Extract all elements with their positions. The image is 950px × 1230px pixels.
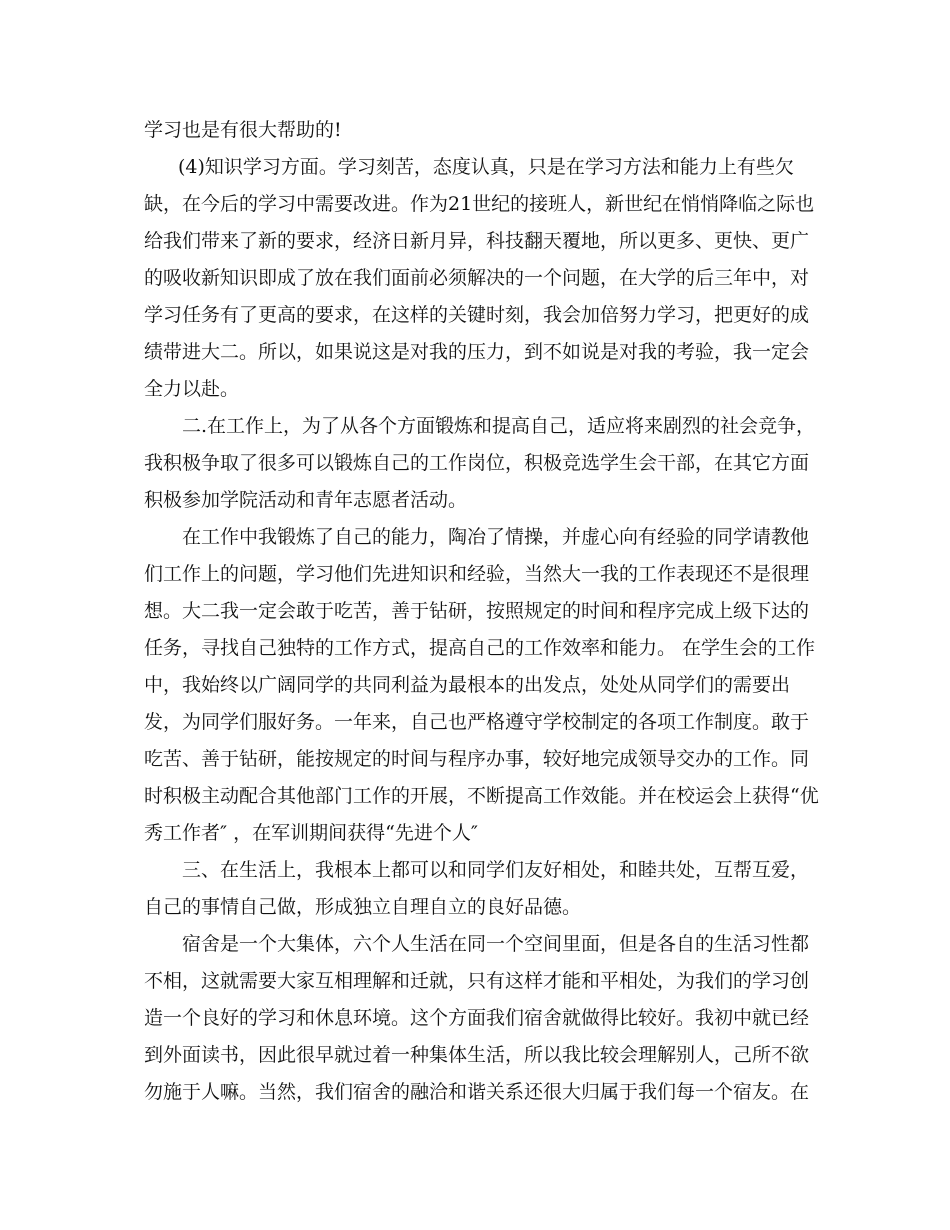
text-line: 吃苦、善于钻研，能按规定的时间与程序办事，较好地完成领导交办的工作。同 (144, 748, 810, 770)
text-line: 的吸收新知识即成了放在我们面前必须解决的一个问题，在大学的后三年中，对 (144, 267, 810, 289)
text-line: 在工作中我锻炼了自己的能力，陶冶了情操，并虚心向有经验的同学请教他 (182, 526, 810, 548)
text-line: 学习也是有很大帮助的! (144, 119, 342, 141)
text-line: 秀工作者″ ，在军训期间获得“先进个人″ (144, 822, 478, 844)
text-line: 绩带进大二。所以，如果说这是对我的压力，到不如说是对我的考验，我一定会 (144, 341, 810, 363)
text-line: 中，我始终以广阔同学的共同利益为最根本的出发点，处处从同学们的需要出 (144, 674, 791, 696)
text-line: 我积极争取了很多可以锻炼自己的工作岗位，积极竞选学生会干部，在其它方面 (144, 452, 810, 474)
text-line: 三、在生活上，我根本上都可以和同学们友好相处，和睦共处，互帮互爱， (182, 859, 810, 881)
text-line: 发，为同学们服好务。一年来，自己也严格遵守学校制定的各项工作制度。敢于 (144, 711, 810, 733)
text-line: 给我们带来了新的要求，经济日新月异，科技翻天覆地，所以更多、更快、更广 (144, 230, 810, 252)
text-line: 勿施于人嘛。当然，我们宿舍的融洽和谐关系还很大归属于我们每一个宿友。在 (144, 1081, 810, 1103)
text-line: 积极参加学院活动和青年志愿者活动。 (144, 489, 468, 511)
text-line: 们工作上的问题，学习他们先进知识和经验，当然大一我的工作表现还不是很理 (144, 563, 810, 585)
text-line: (4)知识学习方面。学习刻苦，态度认真，只是在学习方法和能力上有些欠 (178, 156, 794, 178)
text-line: 二.在工作上，为了从各个方面锻炼和提高自己，适应将来剧烈的社会竞争， (182, 415, 816, 437)
text-line: 全力以赴。 (144, 378, 240, 400)
text-line: 时积极主动配合其他部门工作的开展，不断提高工作效能。并在校运会上获得“优 (144, 785, 819, 807)
text-line: 宿舍是一个大集体，六个人生活在同一个空间里面，但是各自的生活习性都 (182, 933, 810, 955)
text-line: 造一个良好的学习和休息环境。这个方面我们宿舍就做得比较好。我初中就已经 (144, 1007, 810, 1029)
text-line: 不相，这就需要大家互相理解和迁就，只有这样才能和平相处，为我们的学习创 (144, 970, 810, 992)
text-line: 想。大二我一定会敢于吃苦，善于钻研，按照规定的时间和程序完成上级下达的 (144, 600, 810, 622)
text-line: 任务，寻找自己独特的工作方式，提高自己的工作效率和能力。 在学生会的工作 (144, 637, 816, 659)
text-line: 学习任务有了更高的要求，在这样的关键时刻，我会加倍努力学习，把更好的成 (144, 304, 810, 326)
text-line: 到外面读书，因此很早就过着一种集体生活，所以我比较会理解别人，己所不欲 (144, 1044, 810, 1066)
text-line: 自己的事情自己做，形成独立自理自立的良好品德。 (144, 896, 582, 918)
text-line: 缺，在今后的学习中需要改进。作为21世纪的接班人，新世纪在悄悄降临之际也 (144, 193, 815, 215)
